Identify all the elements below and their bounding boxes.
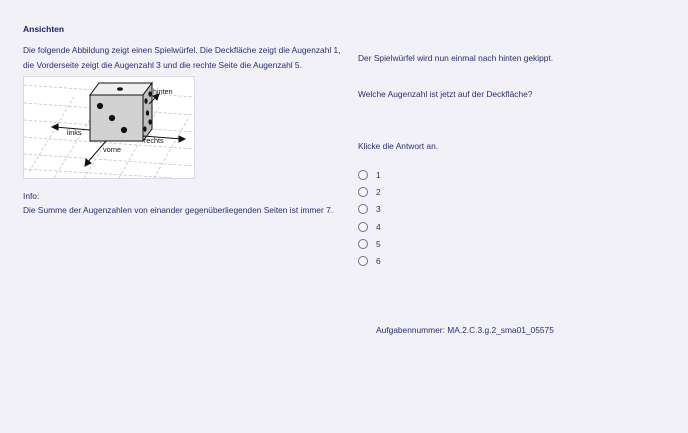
radio-button[interactable] (358, 170, 368, 180)
dice-right-pip (148, 91, 151, 97)
dice-right-pip (146, 110, 149, 116)
dice-top-pip (117, 87, 123, 91)
answer-option-label: 3 (376, 204, 381, 215)
question-statement: Der Spielwürfel wird nun einmal nach hinten gekippt. (358, 53, 554, 63)
label-vorne: vorne (103, 145, 121, 154)
dice-illustration (24, 77, 194, 178)
answer-option-label: 5 (376, 238, 381, 249)
info-text: Die Summe der Augenzahlen von einander gegenüberliegenden Seiten ist immer 7. (23, 205, 334, 215)
dice-front-pip (97, 103, 103, 109)
radio-button[interactable] (358, 204, 368, 214)
dice-right-pip (144, 98, 147, 104)
answer-option-2[interactable] (358, 183, 381, 200)
dice-right-pip (148, 119, 151, 125)
answer-option-label: 4 (376, 221, 381, 232)
answer-option-6[interactable] (358, 252, 381, 269)
dice-figure (23, 76, 195, 179)
radio-button[interactable] (358, 256, 368, 266)
radio-button[interactable] (358, 187, 368, 197)
radio-button[interactable] (358, 222, 368, 232)
answer-option-label: 1 (376, 169, 381, 180)
label-links: links (67, 128, 82, 137)
dice-front-face (90, 95, 143, 141)
answer-option-label: 2 (376, 186, 381, 197)
dice-right-pip (143, 126, 146, 132)
answer-option-5[interactable] (358, 235, 381, 252)
question-prompt: Welche Augenzahl ist jetzt auf der Deckfläche? (358, 89, 533, 99)
intro-text (23, 43, 343, 73)
label-rechts: rechts (144, 136, 164, 145)
info-label: Info: (23, 191, 40, 201)
answer-option-4[interactable] (358, 218, 381, 235)
dice-front-pip (109, 115, 115, 121)
answer-option-1[interactable] (358, 166, 381, 183)
intro-line-2: die Vorderseite zeigt die Augenzahl 3 und die rechte Seite die Augenzahl 5. (23, 60, 302, 70)
task-number: Aufgabennummer: MA.2.C.3.g.2_sma01_05575 (376, 325, 554, 335)
intro-line-1: Die folgende Abbildung zeigt einen Spielwürfel. Die Deckfläche zeigt die Augenzahl 1, (23, 45, 341, 55)
answer-options (358, 166, 381, 270)
page-title: Ansichten (23, 24, 65, 34)
dice-front-pip (121, 127, 127, 133)
answer-option-3[interactable] (358, 201, 381, 218)
question-instruction: Klicke die Antwort an. (358, 141, 439, 151)
radio-button[interactable] (358, 239, 368, 249)
label-hinten: hinten (153, 87, 173, 96)
answer-option-label: 6 (376, 256, 381, 267)
